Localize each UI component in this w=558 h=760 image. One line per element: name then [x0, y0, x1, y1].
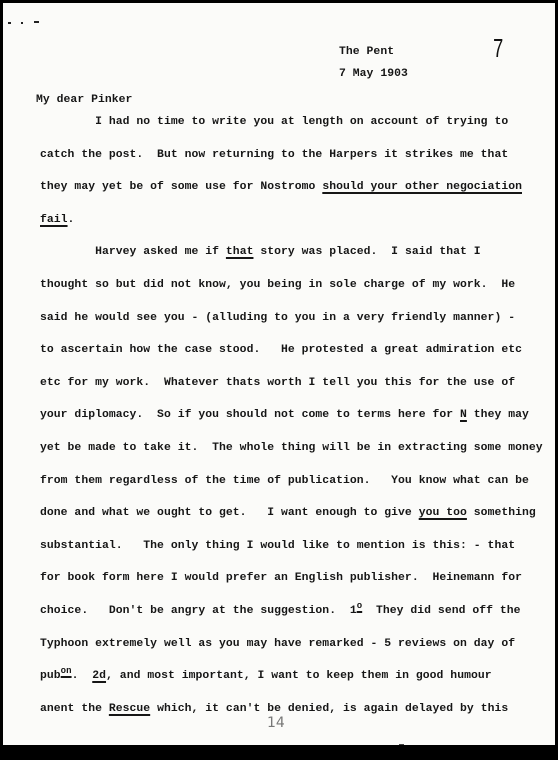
text-line — [40, 507, 536, 519]
text-segment: something — [466, 507, 536, 519]
text-segment: . — [67, 214, 75, 226]
text-segment: Typhoon extremely well as you may have remarked - 5 reviews on day of — [40, 638, 516, 650]
text-line — [40, 214, 74, 226]
text-line — [40, 442, 543, 454]
pencil-note: 14 — [267, 715, 285, 731]
header-place: The Pent — [339, 46, 395, 58]
text-segment: they may — [466, 409, 529, 421]
text-line — [40, 540, 515, 552]
text-line — [40, 601, 521, 617]
superscript-text: on — [60, 666, 72, 676]
text-segment: They did send off the — [362, 605, 521, 617]
text-segment: substantial. The only thing I would like to mention is this: - that — [40, 540, 516, 552]
text-segment: done and what we ought to get. I want enough to give — [40, 507, 419, 519]
underlined-text: Rescue — [108, 703, 151, 715]
corner-mark — [21, 22, 23, 24]
text-segment: from them regardless of the time of publication. You know what can be — [40, 475, 529, 487]
text-segment: to ascertain how the case stood. He protested a great admiration etc — [40, 344, 522, 356]
text-segment: yet be made to take it. The whole thing will be in extracting some money — [40, 442, 543, 454]
header-date: 7 May 1903 — [339, 68, 408, 80]
underlined-text: fail — [40, 214, 68, 226]
text-segment: pub — [40, 670, 61, 682]
underlined-text: N — [460, 409, 467, 421]
page-number: 7 — [493, 33, 504, 63]
text-line — [40, 344, 522, 356]
text-segment: choice. Don't be angry at the suggestion. 1 — [40, 605, 357, 617]
text-segment: anent the — [40, 703, 109, 715]
text-segment: which, it can't be denied, is again delayed by this — [150, 703, 509, 715]
text-segment: Harvey asked me if — [40, 246, 226, 258]
text-line — [40, 703, 508, 715]
text-line — [40, 181, 522, 193]
underlined-text: that — [225, 246, 254, 258]
text-line — [40, 246, 481, 258]
corner-mark — [34, 21, 39, 23]
text-segment: etc for my work. Whatever thats worth I tell you this for the use of — [40, 377, 516, 389]
text-segment: story was placed. I said that I — [253, 246, 481, 258]
text-segment: catch the post. But now returning to the Harpers it strikes me that — [40, 149, 509, 161]
text-line — [40, 666, 492, 682]
salutation: My dear Pinker — [36, 94, 133, 106]
text-line — [40, 377, 515, 389]
text-segment: . — [71, 670, 93, 682]
underlined-text: 2d — [92, 670, 107, 682]
text-segment: I had no time to write you at length on account of trying to — [40, 116, 509, 128]
underlined-text: you too — [418, 507, 467, 519]
text-segment: for book form here I would prefer an English publisher. Heinemann for — [40, 572, 522, 584]
text-line — [40, 409, 529, 421]
superscript-text: o — [356, 601, 363, 611]
text-segment: , and most important, I want to keep them in good humour — [106, 670, 492, 682]
speck-mark — [399, 744, 404, 745]
text-line — [40, 572, 522, 584]
text-segment: your diplomacy. So if you should not come to terms here for — [40, 409, 461, 421]
text-line — [40, 475, 529, 487]
text-line — [40, 279, 515, 291]
text-line — [40, 116, 508, 128]
text-line — [40, 149, 508, 161]
text-segment: they may yet be of some use for Nostromo — [40, 181, 323, 193]
underlined-text: should your other negociation — [322, 181, 522, 193]
text-line — [40, 312, 515, 324]
letter-page — [3, 3, 555, 745]
text-line — [40, 638, 515, 650]
corner-mark — [8, 22, 11, 24]
text-segment: said he would see you - (alluding to you in a very friendly manner) - — [40, 312, 516, 324]
text-segment: thought so but did not know, you being in sole charge of my work. He — [40, 279, 516, 291]
